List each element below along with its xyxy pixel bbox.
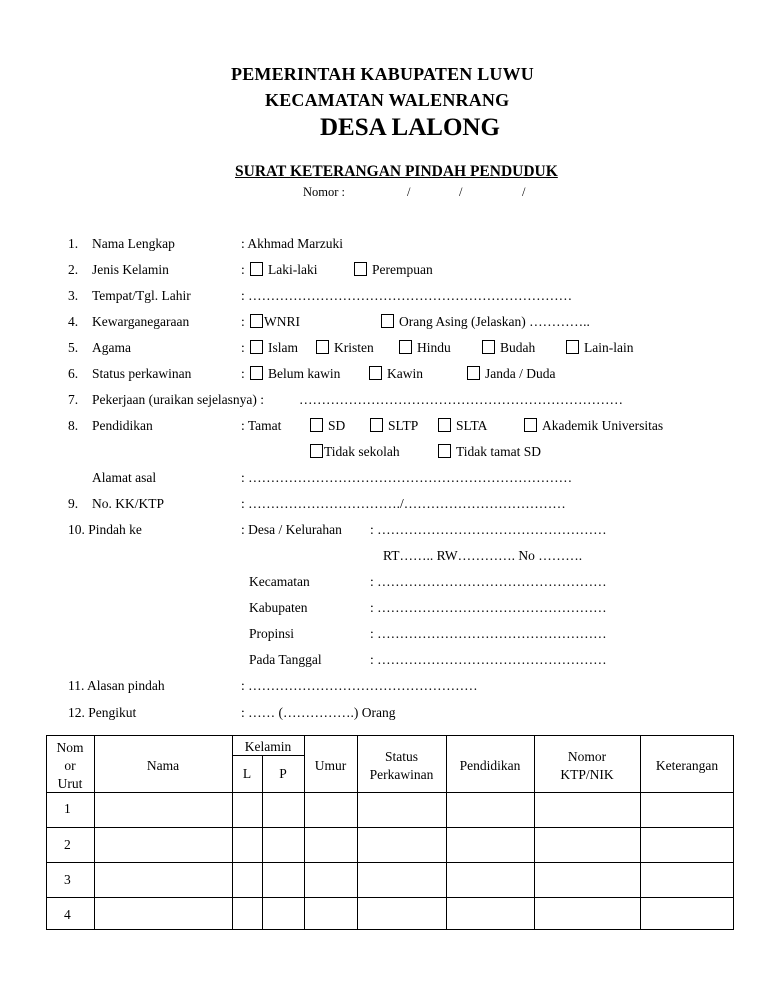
field-number: 3. — [68, 288, 79, 303]
header-nomor-urut: Nom or Urut — [56, 740, 84, 791]
field-value-kk-ktp: : ……………………………./……………………………… — [241, 496, 566, 511]
checkbox[interactable] — [250, 340, 263, 354]
field-value-kabupaten: : …………………………………………… — [370, 600, 607, 615]
table-row-number: 3 — [64, 872, 71, 887]
field-label-alamat-asal: Alamat asal — [92, 470, 157, 485]
field-label-propinsi: Propinsi — [249, 626, 295, 641]
option-slta[interactable]: SLTA — [438, 418, 487, 434]
table-row-divider — [46, 827, 734, 828]
field-value-alamat-asal: : ……………………………………………………………… — [241, 470, 573, 485]
table-row-number: 4 — [64, 907, 71, 922]
colon: : — [241, 366, 245, 381]
checkbox[interactable] — [370, 418, 383, 432]
colon: : — [241, 262, 245, 277]
field-value-pekerjaan: ……………………………………………………………… — [299, 392, 623, 407]
field-value-tempat-lahir: : ……………………………………………………………… — [241, 288, 573, 303]
field-value-kecamatan: : …………………………………………… — [370, 574, 607, 589]
header-government: PEMERINTAH KABUPATEN LUWU — [231, 64, 535, 84]
header-keterangan: Keterangan — [655, 758, 719, 773]
checkbox[interactable] — [566, 340, 579, 354]
field-number: 6. — [68, 366, 79, 381]
table-row-divider — [46, 897, 734, 898]
checkbox[interactable] — [369, 366, 382, 380]
field-label-tempat-lahir: Tempat/Tgl. Lahir — [92, 288, 191, 303]
option-tidak-tamat-sd[interactable]: Tidak tamat SD — [438, 444, 541, 460]
field-number: 7. — [68, 392, 79, 407]
colon: : — [241, 340, 245, 355]
header-nomor-ktp: Nomor KTP/NIK — [560, 749, 614, 782]
field-value-nama: : Akhmad Marzuki — [241, 236, 343, 251]
checkbox[interactable] — [438, 418, 451, 432]
header-pendidikan: Pendidikan — [459, 758, 521, 773]
field-value-rt-rw: RT…….. RW…………. No ………. — [383, 548, 583, 563]
option-islam[interactable]: Islam — [250, 340, 298, 356]
field-number: 9. — [68, 496, 79, 511]
field-label-status-perkawinan: Status perkawinan — [92, 366, 192, 381]
field-label-kk-ktp: No. KK/KTP — [92, 496, 165, 511]
nomor-separator: / — [459, 185, 463, 199]
field-label-jenis-kelamin: Jenis Kelamin — [92, 262, 169, 277]
field-label-pekerjaan: Pekerjaan (uraikan sejelasnya) : — [92, 392, 265, 407]
table-row-number: 1 — [64, 801, 71, 816]
option-hindu[interactable]: Hindu — [399, 340, 451, 356]
field-label-kewarganegaraan: Kewarganegaraan — [92, 314, 190, 329]
option-tidak-sekolah[interactable]: Tidak sekolah — [310, 444, 400, 460]
table-row-divider — [46, 792, 734, 793]
option-akademik[interactable]: Akademik Universitas — [524, 418, 663, 434]
field-label-desa: : Desa / Kelurahan — [241, 522, 342, 537]
table-row-number: 2 — [64, 837, 71, 852]
checkbox[interactable] — [316, 340, 329, 354]
option-lain-lain[interactable]: Lain-lain — [566, 340, 633, 356]
header-nama: Nama — [146, 758, 180, 773]
header-l: L — [242, 766, 252, 781]
field-number: 1. — [68, 236, 79, 251]
option-kristen[interactable]: Kristen — [316, 340, 374, 356]
field-number: 2. — [68, 262, 79, 277]
option-wnri[interactable]: WNRI — [250, 314, 300, 330]
header-status-perkawinan: Status Perkawinan — [369, 749, 434, 782]
checkbox[interactable] — [482, 340, 495, 354]
checkbox[interactable] — [250, 366, 263, 380]
field-label-nama: Nama Lengkap — [92, 236, 175, 251]
header-village: DESA LALONG — [320, 114, 500, 141]
option-kawin[interactable]: Kawin — [369, 366, 423, 382]
field-value-propinsi: : …………………………………………… — [370, 626, 607, 641]
header-kelamin: Kelamin — [244, 739, 292, 754]
option-sd[interactable]: SD — [310, 418, 345, 434]
field-label-kecamatan: Kecamatan — [249, 574, 310, 589]
field-number: 4. — [68, 314, 79, 329]
checkbox[interactable] — [310, 418, 323, 432]
checkbox[interactable] — [250, 314, 263, 328]
table-row-divider — [46, 862, 734, 863]
nomor-label: Nomor : — [303, 185, 346, 199]
checkbox[interactable] — [354, 262, 367, 276]
field-value-alasan-pindah: : …………………………………………… — [241, 678, 478, 693]
field-label-pada-tanggal: Pada Tanggal — [249, 652, 322, 667]
option-janda-duda[interactable]: Janda / Duda — [467, 366, 555, 382]
checkbox[interactable] — [467, 366, 480, 380]
option-laki-laki[interactable]: Laki-laki — [250, 262, 317, 278]
checkbox[interactable] — [438, 444, 451, 458]
field-label-pendidikan: Pendidikan — [92, 418, 153, 433]
field-label-pengikut: 12. Pengikut — [68, 705, 137, 720]
nomor-separator: / — [407, 185, 411, 199]
checkbox[interactable] — [310, 444, 323, 458]
option-budah[interactable]: Budah — [482, 340, 535, 356]
field-value-pengikut: : …… (…………….) Orang — [241, 705, 396, 720]
checkbox[interactable] — [399, 340, 412, 354]
document-title: SURAT KETERANGAN PINDAH PENDUDUK — [235, 163, 558, 180]
field-label-kabupaten: Kabupaten — [249, 600, 308, 615]
field-label-pindah-ke: 10. Pindah ke — [68, 522, 142, 537]
checkbox[interactable] — [250, 262, 263, 276]
header-umur: Umur — [314, 758, 347, 773]
option-orang-asing[interactable]: Orang Asing (Jelaskan) ………….. — [381, 314, 590, 330]
field-label-agama: Agama — [92, 340, 131, 355]
field-value-desa: : …………………………………………… — [370, 522, 607, 537]
option-belum-kawin[interactable]: Belum kawin — [250, 366, 340, 382]
nomor-separator: / — [522, 185, 526, 199]
header-district: KECAMATAN WALENRANG — [265, 90, 510, 110]
checkbox[interactable] — [524, 418, 537, 432]
field-value-pada-tanggal: : …………………………………………… — [370, 652, 607, 667]
option-perempuan[interactable]: Perempuan — [354, 262, 433, 278]
colon: : — [241, 314, 245, 329]
checkbox[interactable] — [381, 314, 394, 328]
field-label-alasan-pindah: 11. Alasan pindah — [68, 678, 165, 693]
pendidikan-tamat: : Tamat — [241, 418, 282, 433]
header-p: P — [279, 766, 287, 781]
field-number: 5. — [68, 340, 79, 355]
field-number: 8. — [68, 418, 79, 433]
option-sltp[interactable]: SLTP — [370, 418, 418, 434]
